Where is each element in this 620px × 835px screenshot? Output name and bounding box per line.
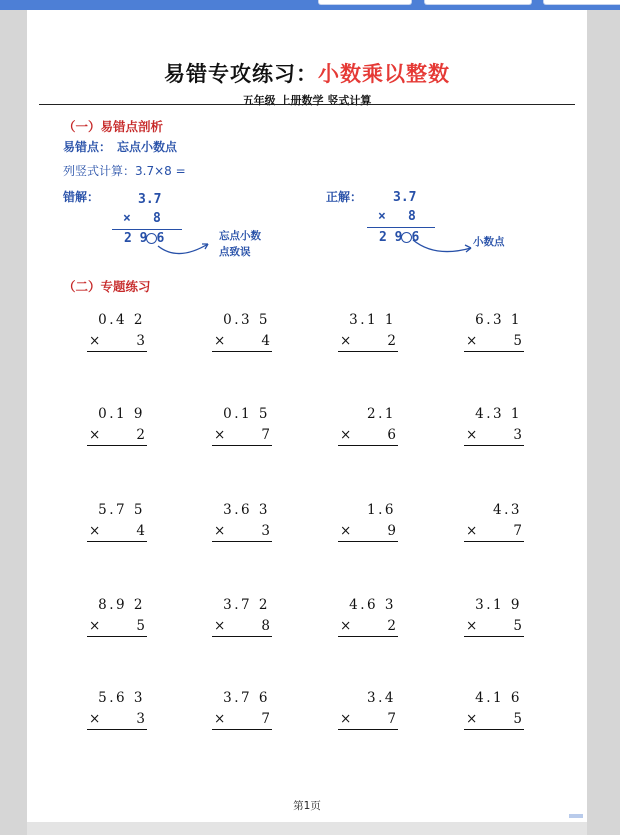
multiplication-problem (212, 502, 286, 550)
watermark-mark (569, 814, 583, 818)
problem-top-number: 8.9 2 (98, 597, 145, 613)
problem-underline (87, 445, 147, 446)
problem-multiplier: 7 (513, 523, 522, 539)
multiplication-problem (87, 406, 161, 454)
page-title (27, 58, 587, 88)
multiplication-problem (464, 312, 538, 360)
multiplication-problem (87, 502, 161, 550)
problem-multiplier: 3 (261, 523, 270, 539)
problem-underline (87, 636, 147, 637)
multiplication-problem (87, 690, 161, 738)
multiplication-problem (212, 597, 286, 645)
title-divider (39, 104, 575, 105)
problem-underline (338, 729, 398, 730)
times-sign: × (466, 523, 478, 539)
problem-multiplier: 5 (513, 711, 522, 727)
problem-top-number: 5.7 5 (98, 502, 145, 518)
problem-underline (338, 351, 398, 352)
title-red: 小数乘以整数 (318, 61, 450, 86)
times-sign: × (340, 618, 352, 634)
wrong-result-prefix: 2 9 (124, 231, 148, 246)
problem-multiplier: 2 (387, 333, 396, 349)
multiplication-problem (464, 597, 538, 645)
problem-top-number: 0.1 5 (223, 406, 270, 422)
times-sign: × (214, 618, 226, 634)
problem-underline (338, 541, 398, 542)
document-page (27, 10, 587, 822)
problem-multiplier: 6 (387, 427, 396, 443)
right-label: 正解： (326, 190, 363, 204)
problem-top-number: 0.3 5 (223, 312, 270, 328)
multiplication-problem (212, 406, 286, 454)
wrong-top-number: 3.7 (138, 192, 162, 207)
problem-top-number: 3.4 (367, 690, 396, 706)
times-sign: × (214, 523, 226, 539)
mistake-point (63, 138, 177, 155)
problem-underline (87, 729, 147, 730)
problem-underline (212, 541, 272, 542)
section2-heading: （二）专题练习 (63, 279, 151, 294)
times-sign: × (89, 333, 101, 349)
right-arrow-icon (407, 228, 477, 254)
instruction: 列竖式计算：3.7×8 = (63, 164, 186, 178)
times-sign: × (340, 427, 352, 443)
wrong-arrow-icon (152, 228, 222, 258)
right-top-number: 3.7 (393, 190, 417, 205)
problem-top-number: 5.6 3 (98, 690, 145, 706)
section1-heading: （一）易错点剖析 (63, 119, 164, 134)
times-sign: × (89, 711, 101, 727)
problem-underline (87, 541, 147, 542)
times-sign: × (214, 427, 226, 443)
times-sign: × (466, 618, 478, 634)
problem-top-number: 4.6 3 (349, 597, 396, 613)
right-result-prefix: 2 9 (379, 230, 403, 245)
multiplication-problem (212, 690, 286, 738)
problem-top-number: 6.3 1 (475, 312, 522, 328)
wrong-result-suffix: 6 (156, 231, 165, 246)
multiplication-problem (87, 312, 161, 360)
problem-top-number: 3.7 6 (223, 690, 270, 706)
problem-multiplier: 7 (261, 427, 270, 443)
problem-underline (212, 636, 272, 637)
problem-underline (464, 351, 524, 352)
page-subtitle: 五年级 上册数学 竖式计算 (242, 94, 372, 107)
problem-multiplier: 5 (513, 333, 522, 349)
problem-multiplier: 5 (136, 618, 145, 634)
problem-multiplier: 3 (136, 711, 145, 727)
problem-underline (464, 541, 524, 542)
problem-multiplier: 4 (261, 333, 270, 349)
problem-underline (464, 445, 524, 446)
times-sign: × (466, 333, 478, 349)
problem-multiplier: 5 (513, 618, 522, 634)
problem-multiplier: 8 (261, 618, 270, 634)
times-sign: × (466, 427, 478, 443)
problem-top-number: 3.7 2 (223, 597, 270, 613)
times-sign: × (340, 333, 352, 349)
right-multiplier: 8 (408, 209, 416, 224)
problem-top-number: 4.3 1 (475, 406, 522, 422)
multiplication-problem (338, 312, 412, 360)
times-sign: × (89, 618, 101, 634)
multiplication-problem (464, 690, 538, 738)
multiplication-problem (87, 597, 161, 645)
problem-multiplier: 7 (387, 711, 396, 727)
problem-top-number: 0.4 2 (98, 312, 145, 328)
next-page-edge (27, 822, 587, 835)
viewer-tab[interactable] (543, 0, 620, 5)
viewer-tab[interactable] (318, 0, 412, 5)
wrong-label: 错解： (63, 190, 100, 204)
multiplication-problem (464, 406, 538, 454)
wrong-multiplier: 8 (153, 211, 161, 226)
problem-multiplier: 3 (136, 333, 145, 349)
right-result-suffix: 6 (411, 230, 420, 245)
wrong-note: 忘点小数 点致误 (219, 230, 261, 258)
title-black: 易错专攻练习： (164, 61, 318, 86)
problem-underline (212, 351, 272, 352)
problem-underline (464, 729, 524, 730)
times-sign: × (340, 523, 352, 539)
multiplication-problem (212, 312, 286, 360)
page-number: 第1页 (293, 800, 321, 812)
problem-top-number: 3.6 3 (223, 502, 270, 518)
problem-underline (338, 445, 398, 446)
times-sign: × (89, 523, 101, 539)
problem-top-number: 1.6 (367, 502, 396, 518)
problem-multiplier: 4 (136, 523, 145, 539)
mistake-point-value: 忘点小数点 (117, 140, 178, 154)
multiplication-problem (338, 406, 412, 454)
problem-top-number: 4.1 6 (475, 690, 522, 706)
times-sign: × (214, 711, 226, 727)
multiplication-problem (338, 502, 412, 550)
times-sign: × (340, 711, 352, 727)
times-sign: × (466, 711, 478, 727)
problem-underline (212, 445, 272, 446)
problem-top-number: 3.1 9 (475, 597, 522, 613)
wrong-times-sign: × (123, 211, 131, 226)
problem-multiplier: 9 (387, 523, 396, 539)
right-times-sign: × (378, 209, 386, 224)
problem-top-number: 0.1 9 (98, 406, 145, 422)
multiplication-problem (338, 690, 412, 738)
right-note: 小数点 (473, 236, 505, 248)
problem-multiplier: 3 (513, 427, 522, 443)
multiplication-problem (338, 597, 412, 645)
problem-multiplier: 2 (136, 427, 145, 443)
problem-multiplier: 2 (387, 618, 396, 634)
problem-top-number: 3.1 1 (349, 312, 396, 328)
problem-multiplier: 7 (261, 711, 270, 727)
mistake-point-label: 易错点： (63, 140, 112, 154)
problem-underline (338, 636, 398, 637)
problem-underline (464, 636, 524, 637)
problem-underline (87, 351, 147, 352)
multiplication-problem (464, 502, 538, 550)
times-sign: × (214, 333, 226, 349)
problem-top-number: 4.3 (493, 502, 522, 518)
viewer-tab[interactable] (424, 0, 532, 5)
problem-underline (212, 729, 272, 730)
times-sign: × (89, 427, 101, 443)
problem-top-number: 2.1 (367, 406, 396, 422)
